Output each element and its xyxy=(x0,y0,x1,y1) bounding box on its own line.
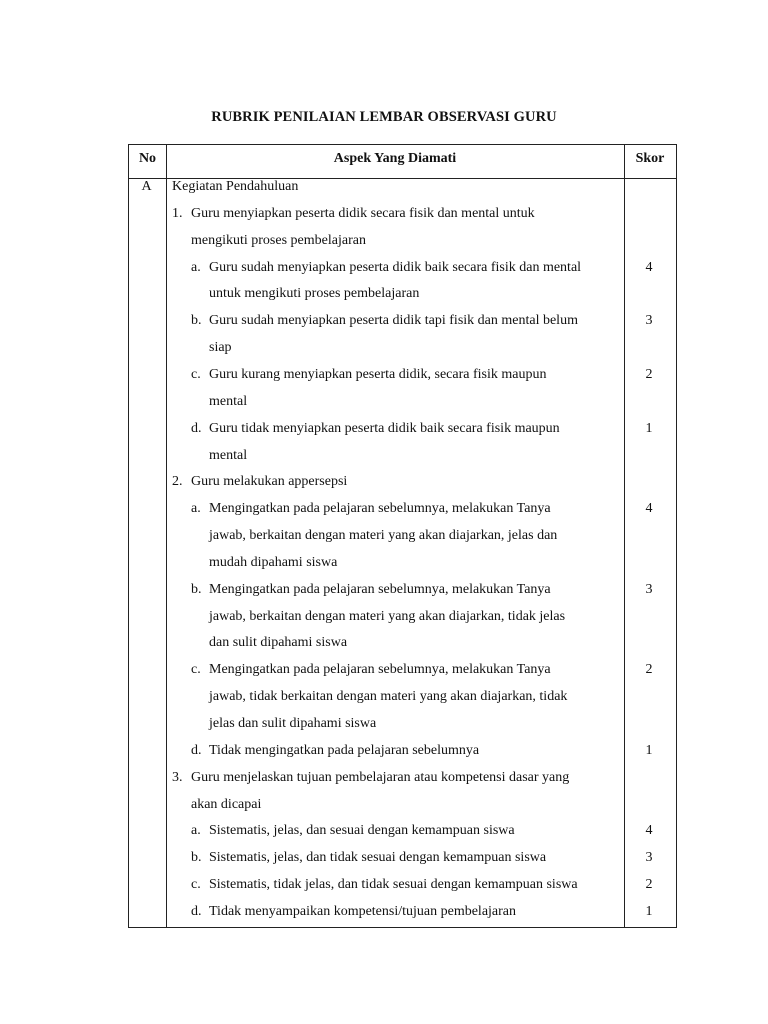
section-code: A xyxy=(141,179,152,194)
option-letter: b. xyxy=(191,850,202,865)
score-value: 4 xyxy=(645,260,653,275)
option-letter: a. xyxy=(191,823,201,838)
option-text: Tidak menyampaikan kompetensi/tujuan pembelajaran xyxy=(209,904,517,919)
option-text: jelas dan sulit dipahami siswa xyxy=(209,716,377,731)
option-letter: d. xyxy=(191,743,202,758)
option-text: mental xyxy=(209,448,248,463)
option-letter: b. xyxy=(191,313,202,328)
score-value: 2 xyxy=(645,662,653,677)
item-text: Guru melakukan appersepsi xyxy=(191,474,348,489)
section-label: Kegiatan Pendahuluan xyxy=(172,179,299,194)
header-aspek: Aspek Yang Diamati xyxy=(333,151,457,166)
option-text: Sistematis, tidak jelas, dan tidak sesuai dengan kemampuan siswa xyxy=(209,877,578,892)
option-text: Guru tidak menyiapkan peserta didik baik secara fisik maupun xyxy=(209,421,560,436)
option-text: Guru sudah menyiapkan peserta didik tapi fisik dan mental belum xyxy=(209,313,578,328)
score-value: 4 xyxy=(645,501,653,516)
header-skor: Skor xyxy=(635,151,665,166)
option-letter: a. xyxy=(191,501,201,516)
score-value: 1 xyxy=(645,904,653,919)
option-letter: b. xyxy=(191,582,202,597)
option-letter: c. xyxy=(191,662,201,677)
score-value: 3 xyxy=(645,313,653,328)
option-text: dan sulit dipahami siswa xyxy=(209,635,348,650)
option-text: Tidak mengingatkan pada pelajaran sebelumnya xyxy=(209,743,480,758)
option-letter: d. xyxy=(191,421,202,436)
option-text: mental xyxy=(209,394,248,409)
option-text: Sistematis, jelas, dan tidak sesuai dengan kemampuan siswa xyxy=(209,850,547,865)
option-letter: d. xyxy=(191,904,202,919)
option-letter: a. xyxy=(191,260,201,275)
score-value: 4 xyxy=(645,823,653,838)
option-text: mudah dipahami siswa xyxy=(209,555,338,570)
option-text: siap xyxy=(209,340,232,355)
option-text: Mengingatkan pada pelajaran sebelumnya, melakukan Tanya xyxy=(209,582,551,597)
item-text: akan dicapai xyxy=(191,797,262,812)
item-text: mengikuti proses pembelajaran xyxy=(191,233,366,248)
option-text: jawab, berkaitan dengan materi yang akan diajarkan, jelas dan xyxy=(209,528,558,543)
option-text: untuk mengikuti proses pembelajaran xyxy=(209,286,420,301)
option-text: Guru kurang menyiapkan peserta didik, secara fisik maupun xyxy=(209,367,547,382)
option-text: jawab, tidak berkaitan dengan materi yang akan diajarkan, tidak xyxy=(209,689,568,704)
page-title: RUBRIK PENILAIAN LEMBAR OBSERVASI GURU xyxy=(211,109,557,125)
score-value: 1 xyxy=(645,743,653,758)
option-text: Mengingatkan pada pelajaran sebelumnya, melakukan Tanya xyxy=(209,501,551,516)
option-text: Guru sudah menyiapkan peserta didik baik secara fisik dan mental xyxy=(209,260,582,275)
score-value: 2 xyxy=(645,877,653,892)
item-text: Guru menyiapkan peserta didik secara fisik dan mental untuk xyxy=(191,206,535,221)
score-value: 1 xyxy=(645,421,653,436)
score-value: 3 xyxy=(645,582,653,597)
score-value: 2 xyxy=(645,367,653,382)
option-text: jawab, berkaitan dengan materi yang akan diajarkan, tidak jelas xyxy=(209,609,566,624)
option-text: Mengingatkan pada pelajaran sebelumnya, melakukan Tanya xyxy=(209,662,551,677)
option-letter: c. xyxy=(191,877,201,892)
header-no: No xyxy=(138,151,157,166)
item-number: 1. xyxy=(172,206,183,221)
option-text: Sistematis, jelas, dan sesuai dengan kemampuan siswa xyxy=(209,823,515,838)
item-number: 3. xyxy=(172,770,183,785)
option-letter: c. xyxy=(191,367,201,382)
column-divider xyxy=(166,145,167,927)
item-number: 2. xyxy=(172,474,183,489)
score-value: 3 xyxy=(645,850,653,865)
item-text: Guru menjelaskan tujuan pembelajaran atau kompetensi dasar yang xyxy=(191,770,570,785)
